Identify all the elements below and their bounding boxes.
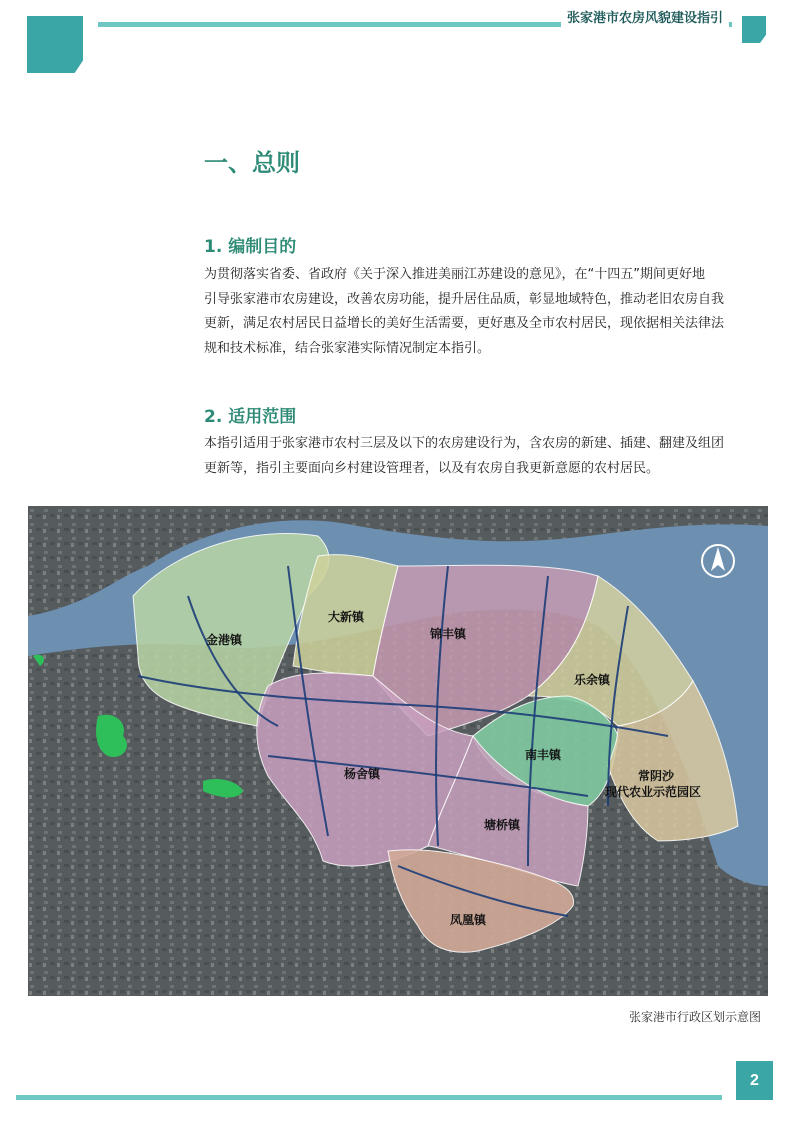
header-title: 张家港市农房风貌建设指引: [561, 10, 729, 28]
map-label-jingang: 金港镇: [206, 633, 243, 647]
corner-decoration-top-right: [742, 16, 766, 43]
map-label-demo-park: 现代农业示范园区: [605, 785, 702, 799]
map-label-jinfeng: 锦丰镇: [430, 627, 467, 641]
page-number: 2: [736, 1061, 773, 1100]
subsection-title-scope: 2. 适用范围: [204, 407, 297, 427]
text-line: 本指引适用于张家港市农村三层及以下的农房建设行为，含农房的新建、插建、翻建及组团: [204, 436, 725, 451]
corner-decoration-top-left: [27, 16, 83, 73]
map-label-nanfeng: 南丰镇: [525, 748, 562, 762]
map-label-tangqiao: 塘桥镇: [484, 818, 521, 832]
subsection-title-purpose: 1. 编制目的: [204, 237, 297, 257]
map-label-leyu: 乐余镇: [574, 673, 611, 687]
map-label-fenghuang: 凤凰镇: [450, 913, 487, 927]
text-line: 为贯彻落实省委、省政府《关于深入推进美丽江苏建设的意见》，在“十四五”期间更好地: [204, 267, 705, 282]
administrative-map: [28, 506, 768, 996]
paragraph-purpose: [204, 263, 760, 361]
footer-rule: [16, 1095, 722, 1100]
section-title: 一、总则: [204, 149, 300, 177]
map-label-changyinsha: 常阴沙: [638, 769, 675, 783]
map-label-daxin: 大新镇: [328, 610, 365, 624]
text-line: 更新，满足农村居民日益增长的美好生活需要，更好惠及全市农村居民，现依据相关法律法: [204, 316, 725, 331]
text-line: 规和技术标准，结合张家港实际情况制定本指引。: [204, 340, 491, 356]
map-label-yangshe: 杨舍镇: [344, 767, 381, 781]
map-caption: 张家港市行政区划示意图: [628, 1010, 761, 1024]
paragraph-scope: [204, 432, 760, 481]
text-line: 引导张家港市农房建设，改善农房功能，提升居住品质，彰显地域特色，推动老旧农房自我: [204, 291, 725, 307]
text-line: 更新等，指引主要面向乡村建设管理者，以及有农房自我更新意愿的农村居民。: [204, 460, 660, 476]
